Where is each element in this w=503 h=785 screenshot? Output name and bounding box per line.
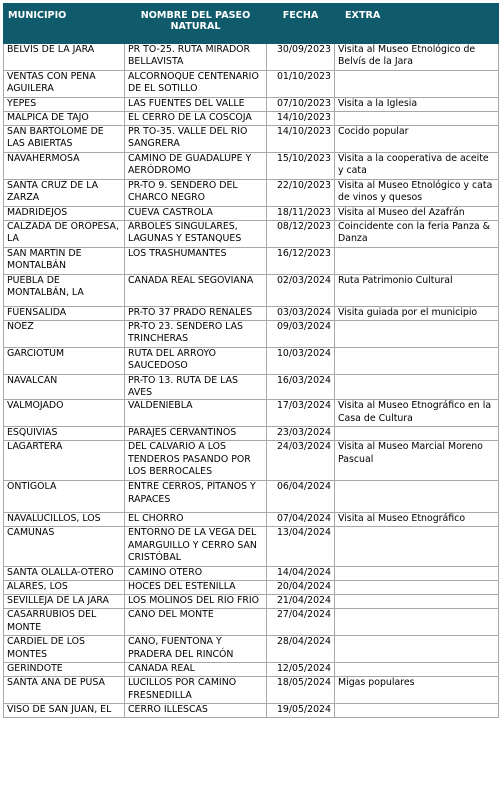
table-row [4,400,499,427]
cell-paseo: PR TO-25. RUTA MIRADOR BELLAVISTA [125,44,267,71]
cell-fecha: 16/03/2024 [267,375,335,400]
cell-municipio: SAN BARTOLOMÉ DE LAS ABIERTAS [4,126,125,153]
cell-extra [335,527,499,567]
table-row [4,321,499,348]
table-row [4,153,499,180]
table-row [4,581,499,595]
table-row [4,527,499,567]
table-row [4,567,499,581]
cell-extra [335,248,499,275]
table-row [4,595,499,609]
cell-extra [335,567,499,581]
cell-fecha: 07/10/2023 [267,98,335,112]
cell-municipio: NAVAHERMOSA [4,153,125,180]
cell-paseo: PR TO-35. VALLE DEL RÍO SANGRERA [125,126,267,153]
cell-fecha: 20/04/2024 [267,581,335,595]
cell-municipio: NAVALUCILLOS, LOS [4,513,125,527]
cell-extra [335,321,499,348]
table-row [4,126,499,153]
table-row [4,481,499,513]
cell-paseo: LOS MOLINOS DEL RÍO FRÍO [125,595,267,609]
cell-extra [335,704,499,718]
cell-fecha: 18/11/2023 [267,207,335,221]
cell-extra [335,636,499,663]
table-row [4,221,499,248]
cell-fecha: 10/03/2024 [267,348,335,375]
cell-fecha: 23/03/2024 [267,427,335,441]
cell-fecha: 27/04/2024 [267,609,335,636]
cell-fecha: 03/03/2024 [267,307,335,321]
cell-municipio: GERINDOTE [4,663,125,677]
cell-extra: Visita a la cooperativa de aceite y cata [335,153,499,180]
cell-paseo: CAÑADA REAL [125,663,267,677]
cell-municipio: ONTÍGOLA [4,481,125,513]
cell-paseo: LAS FUENTES DEL VALLE [125,98,267,112]
table-row [4,307,499,321]
table-row [4,44,499,71]
table-row [4,375,499,400]
cell-paseo: DEL CALVARIO A LOS TENDEROS PASANDO POR LOS BERROCALES [125,441,267,481]
table-row [4,704,499,718]
table-row [4,427,499,441]
cell-paseo: ENTORNO DE LA VEGA DEL AMARGUILLO Y CERRO SAN CRISTÓBAL [125,527,267,567]
cell-municipio: NAVALCÁN [4,375,125,400]
table-row [4,180,499,207]
cell-paseo: ENTRE CERROS, PÍTANOS Y RAPACES [125,481,267,513]
cell-fecha: 14/04/2024 [267,567,335,581]
cell-extra: Ruta Patrimonio Cultural [335,275,499,307]
routes-table [3,3,499,718]
cell-fecha: 22/10/2023 [267,180,335,207]
col-header-municipio: MUNICIPIO [4,4,125,44]
cell-municipio: BELVÍS DE LA JARA [4,44,125,71]
cell-paseo: EL CHORRO [125,513,267,527]
cell-extra: Visita a la Iglesia [335,98,499,112]
cell-fecha: 06/04/2024 [267,481,335,513]
table-row [4,609,499,636]
table-row [4,677,499,704]
table-row [4,71,499,98]
cell-fecha: 21/04/2024 [267,595,335,609]
cell-extra: Visita al Museo Etnográfico en la Casa de Cultura [335,400,499,427]
cell-municipio: ESQUIVIAS [4,427,125,441]
table-row [4,275,499,307]
cell-municipio: VALMOJADO [4,400,125,427]
cell-paseo: HOCES DEL ESTENILLA [125,581,267,595]
cell-paseo: RUTA DEL ARROYO SAUCEDOSO [125,348,267,375]
cell-municipio: YEPES [4,98,125,112]
cell-extra [335,663,499,677]
cell-municipio: GARCIOTUM [4,348,125,375]
cell-extra: Visita al Museo del Azafrán [335,207,499,221]
cell-extra: Visita al Museo Etnológico de Belvís de la Jara [335,44,499,71]
cell-fecha: 09/03/2024 [267,321,335,348]
cell-fecha: 07/04/2024 [267,513,335,527]
cell-fecha: 24/03/2024 [267,441,335,481]
cell-fecha: 17/03/2024 [267,400,335,427]
cell-paseo: PARAJES CERVANTINOS [125,427,267,441]
cell-municipio: VENTAS CON PEÑA AGUILERA [4,71,125,98]
cell-paseo: CUEVA CASTROLA [125,207,267,221]
table-row [4,636,499,663]
cell-municipio: SANTA ANA DE PUSA [4,677,125,704]
cell-paseo: PR-TO 9. SENDERO DEL CHARCO NEGRO [125,180,267,207]
cell-paseo: ALCORNOQUE CENTENARIO DE EL SOTILLO [125,71,267,98]
cell-extra: Visita al Museo Etnográfico [335,513,499,527]
table-row [4,112,499,126]
cell-fecha: 15/10/2023 [267,153,335,180]
cell-extra [335,595,499,609]
table-row [4,441,499,481]
cell-extra [335,609,499,636]
col-header-extra: EXTRA [335,4,499,44]
cell-extra [335,427,499,441]
cell-paseo: CAÑO DEL MONTE [125,609,267,636]
cell-fecha: 18/05/2024 [267,677,335,704]
cell-paseo: LUCILLOS POR CAMINO FRESNEDILLA [125,677,267,704]
cell-fecha: 14/10/2023 [267,126,335,153]
cell-paseo: VALDENIEBLA [125,400,267,427]
cell-municipio: NOEZ [4,321,125,348]
cell-extra: Migas populares [335,677,499,704]
cell-municipio: CASARRUBIOS DEL MONTE [4,609,125,636]
cell-municipio: CAMUÑAS [4,527,125,567]
cell-extra: Cocido popular [335,126,499,153]
cell-fecha: 16/12/2023 [267,248,335,275]
cell-fecha: 02/03/2024 [267,275,335,307]
cell-paseo: PR-TO 37 PRADO RENALES [125,307,267,321]
col-header-paseo: NOMBRE DEL PASEO NATURAL [125,4,267,44]
cell-fecha: 12/05/2024 [267,663,335,677]
cell-extra [335,71,499,98]
cell-paseo: CAMINO OTERO [125,567,267,581]
cell-municipio: ALARES, LOS [4,581,125,595]
cell-fecha: 30/09/2023 [267,44,335,71]
cell-fecha: 13/04/2024 [267,527,335,567]
cell-municipio: MADRIDEJOS [4,207,125,221]
table-row [4,207,499,221]
cell-municipio: SANTA CRUZ DE LA ZARZA [4,180,125,207]
cell-fecha: 19/05/2024 [267,704,335,718]
cell-municipio: SANTA OLALLA-OTERO [4,567,125,581]
cell-fecha: 14/10/2023 [267,112,335,126]
cell-paseo: LOS TRASHUMANTES [125,248,267,275]
cell-municipio: PUEBLA DE MONTALBÁN, LA [4,275,125,307]
cell-extra [335,348,499,375]
cell-extra: Coincidente con la feria Panza & Danza [335,221,499,248]
cell-municipio: LAGARTERA [4,441,125,481]
table-row [4,348,499,375]
cell-fecha: 28/04/2024 [267,636,335,663]
cell-extra [335,581,499,595]
cell-municipio: SAN MARTÍN DE MONTALBÁN [4,248,125,275]
cell-paseo: CERRO ILLESCAS [125,704,267,718]
table-row [4,248,499,275]
table-header-row [4,4,499,44]
cell-municipio: MALPICA DE TAJO [4,112,125,126]
cell-paseo: CAÑO, FUENTONA Y PRADERA DEL RINCÓN [125,636,267,663]
cell-paseo: PR-TO 23. SENDERO LAS TRINCHERAS [125,321,267,348]
cell-municipio: CARDIEL DE LOS MONTES [4,636,125,663]
col-header-fecha: FECHA [267,4,335,44]
cell-fecha: 01/10/2023 [267,71,335,98]
cell-paseo: PR-TO 13. RUTA DE LAS AVES [125,375,267,400]
table-row [4,663,499,677]
cell-municipio: SEVILLEJA DE LA JARA [4,595,125,609]
cell-extra: Visita guiada por el municipio [335,307,499,321]
cell-extra [335,375,499,400]
cell-municipio: FUENSALIDA [4,307,125,321]
table-row [4,513,499,527]
cell-extra: Visita al Museo Marcial Moreno Pascual [335,441,499,481]
cell-fecha: 08/12/2023 [267,221,335,248]
cell-extra: Visita al Museo Etnológico y cata de vinos y quesos [335,180,499,207]
cell-municipio: VISO DE SAN JUAN, EL [4,704,125,718]
cell-paseo: CAÑADA REAL SEGOVIANA [125,275,267,307]
cell-extra [335,112,499,126]
cell-paseo: EL CERRO DE LA COSCOJA [125,112,267,126]
cell-paseo: ÁRBOLES SINGULARES, LAGUNAS Y ESTANQUES [125,221,267,248]
cell-paseo: CAMINO DE GUADALUPE Y AERÓDROMO [125,153,267,180]
cell-extra [335,481,499,513]
cell-municipio: CALZADA DE OROPESA, LA [4,221,125,248]
table-row [4,98,499,112]
